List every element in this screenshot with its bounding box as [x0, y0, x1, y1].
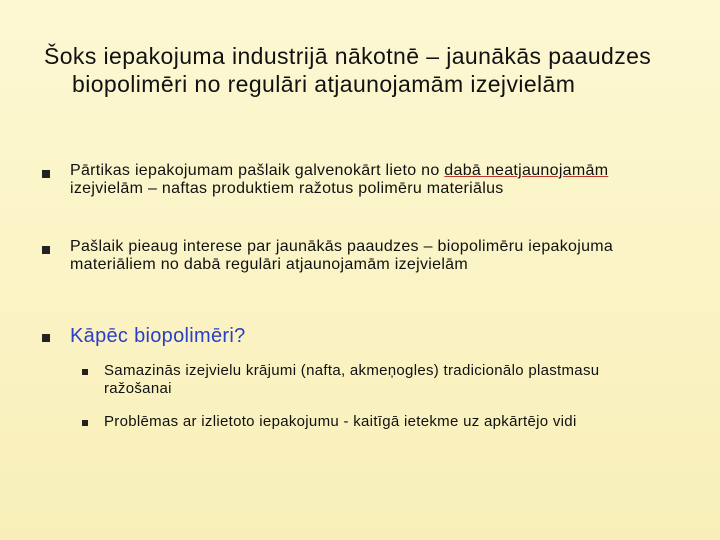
bullet-text: Pašlaik pieaug interese par jaunākās paaudzes – biopolimēru iepakojuma materiāliem no dabā regulāri atjaunojamām izejvielām — [70, 238, 614, 273]
slide-title: Šoks iepakojuma industrijā nākotnē – jaunākās paaudzes biopolimēri no regulāri atjaunojamām izejvielām — [44, 43, 652, 97]
section-heading: Kāpēc biopolimēri? — [70, 325, 246, 347]
sub-bullet-item — [82, 362, 664, 398]
bullet-text-part: izejvielām – naftas produktiem ražotus polimēru materiālus — [70, 180, 504, 197]
bullet-text-part: Pārtikas iepakojumam pašlaik galvenokārt lieto no — [70, 162, 445, 179]
bullet-item — [42, 238, 660, 274]
sub-bullet-item — [82, 413, 664, 431]
square-bullet-icon — [82, 369, 88, 375]
sub-bullet-text: Problēmas ar izlietoto iepakojumu - kaitīgā ietekme uz apkārtējo vidi — [104, 413, 577, 430]
bullet-text — [70, 162, 660, 198]
square-bullet-icon — [42, 334, 50, 342]
square-bullet-icon — [82, 420, 88, 426]
bullet-item — [42, 324, 660, 348]
sub-bullet-text: Samazinās izejvielu krājumi (nafta, akmeņogles) tradicionālo plastmasu ražošanai — [104, 362, 600, 397]
bullet-item — [42, 162, 660, 198]
square-bullet-icon — [42, 170, 50, 178]
underlined-text: dabā neatjaunojamām — [444, 162, 609, 179]
square-bullet-icon — [42, 246, 50, 254]
